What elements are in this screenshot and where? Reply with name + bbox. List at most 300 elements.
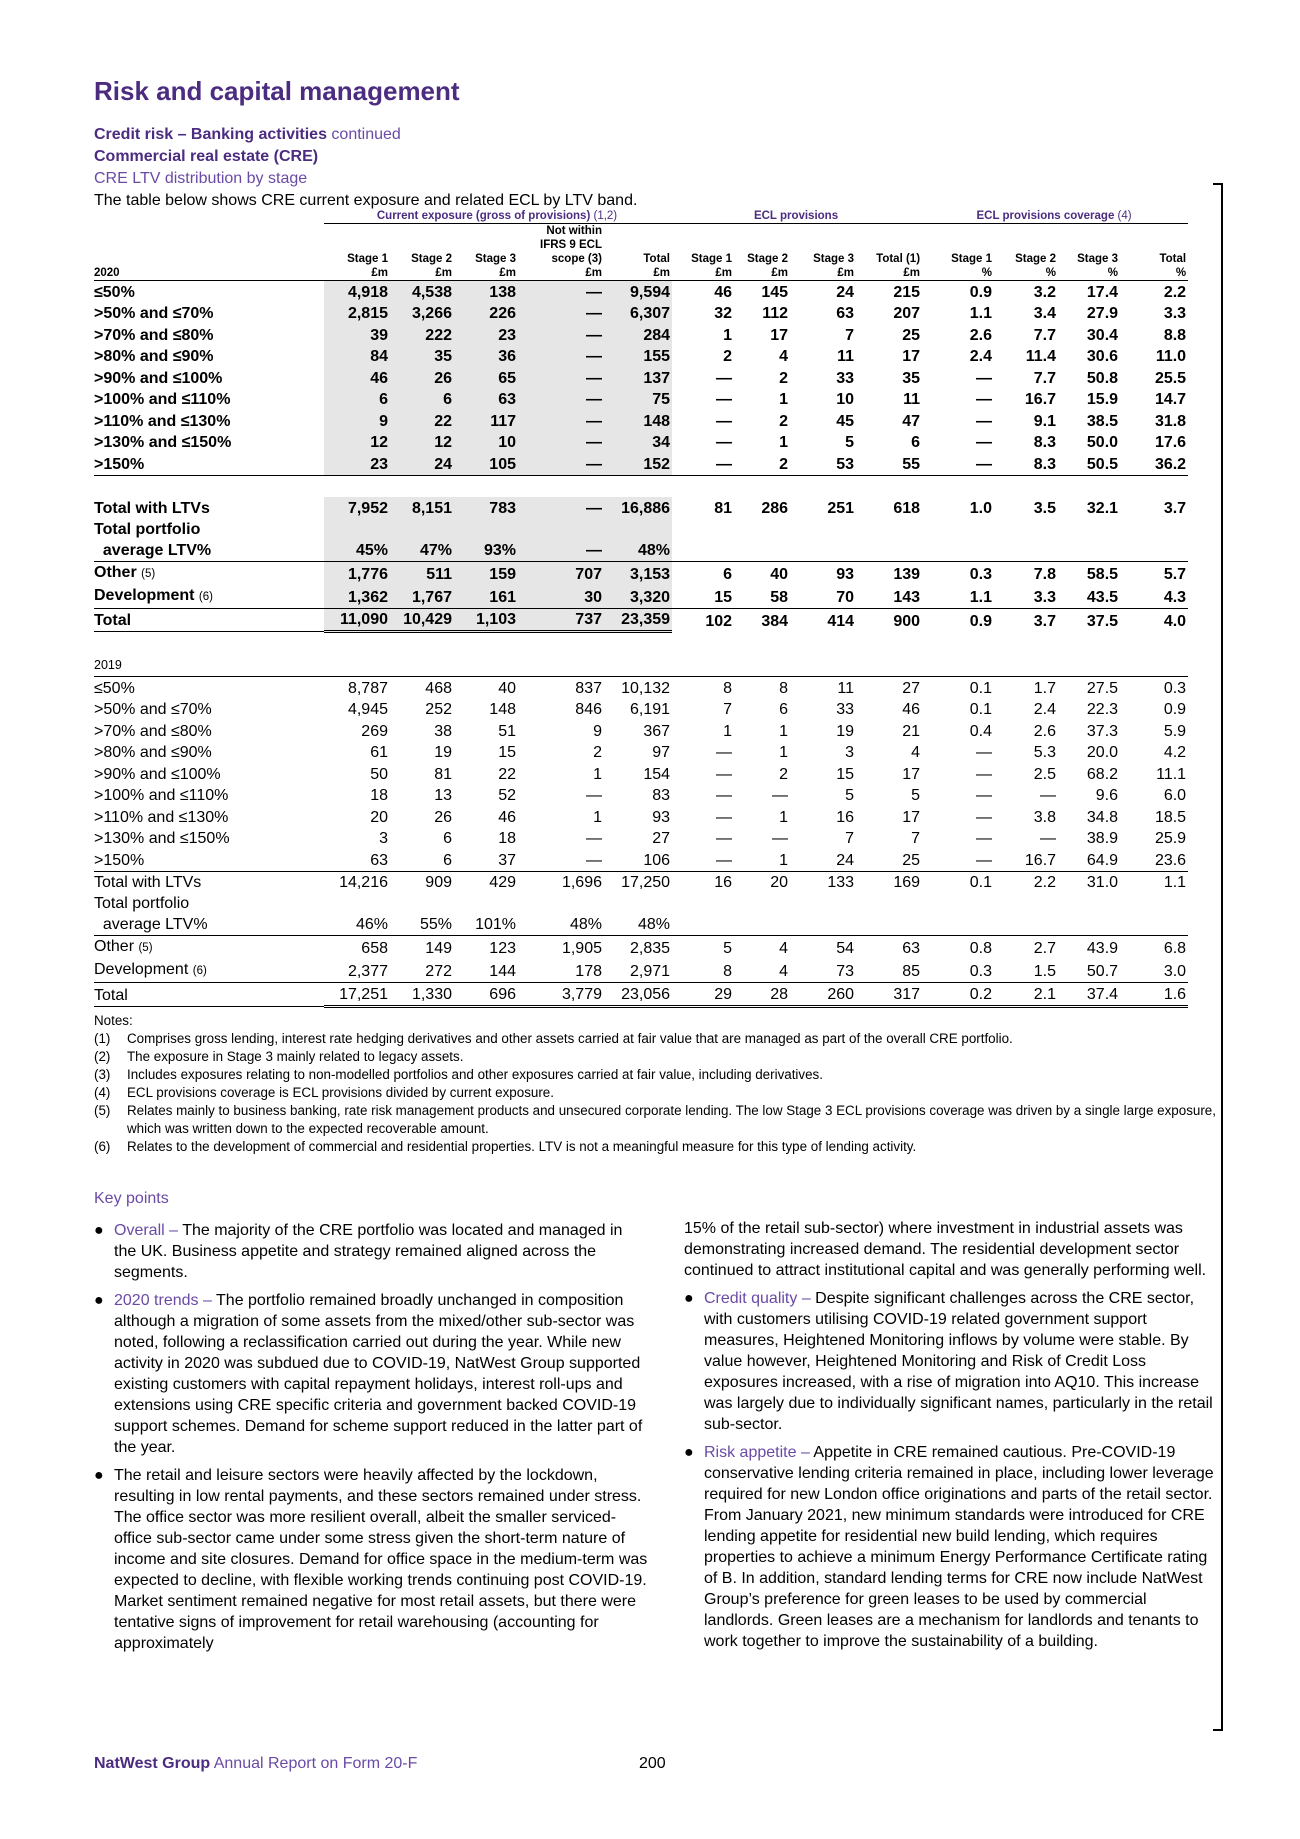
cell-col4: 1,905 [561,940,602,957]
cell-col2: 222 [390,324,454,346]
cell-col1: 17,251 [324,983,390,1007]
cell-col4: — [518,367,604,389]
cell-col3: 123 [489,940,516,957]
year-2019-label: 2019 [94,655,324,677]
cell-col11 [994,519,1058,562]
cell-col1: 2,377 [324,959,390,983]
total-with-ltvs-2020 [94,497,1188,519]
cell-col10: — [976,391,993,408]
note-item [94,1102,1234,1138]
notes [94,1012,1234,1156]
cell-col1: 658 [361,940,388,957]
cell-col1: 1,776 [324,561,390,585]
cell-col8 [790,519,856,562]
cell-col11: 2.7 [1033,940,1057,957]
cell-col2: 19 [434,744,452,761]
cell-col11: 3.8 [1033,808,1057,826]
note-number: (6) [94,1139,111,1154]
cell-col12: 27.5 [1086,679,1119,697]
development-row-2019 [94,959,1188,983]
cell-col8: 251 [827,499,855,517]
row-label: >50% and ≤70% [94,305,214,322]
cell-col7: 8 [779,679,789,697]
cell-col3: 226 [454,303,518,325]
cell-col1: 3 [379,830,388,847]
cell-col3: 63 [454,389,518,411]
note-number: (4) [94,1085,111,1100]
cell-col9: 17 [902,765,921,783]
cell-col10: 0.3 [922,959,994,983]
cell-col4: 837 [575,679,602,697]
cell-col1: 39 [324,324,390,346]
total-row-2019 [94,983,1188,1007]
cell-col9: 17 [902,348,921,365]
cell-col4: 707 [518,561,604,585]
cell-col2: 13 [434,787,452,804]
cell-col8: 16 [836,808,855,826]
cell-col11: 2.4 [1033,701,1057,718]
ltv-row-2020 [94,410,1188,432]
cell-col5: 2,835 [629,940,671,957]
note-text: Relates to the development of commercial and residential properties. LTV is not a meaningful measure for this type of lending activity. [127,1139,917,1154]
cell-col12: 17.4 [1086,283,1119,301]
row-label: >90% and ≤100% [94,369,223,387]
cell-col1: 7,952 [324,497,390,519]
ltv-row-2020 [94,303,1188,325]
row-spacer [94,632,1188,655]
cell-col9: 63 [902,940,921,957]
cell-col2: 26 [390,367,454,389]
cell-col10: — [922,849,994,871]
row-label: >100% and ≤110% [94,391,231,408]
note-item [94,1138,1234,1156]
col-stage1-ecl: Stage 1 £m [691,253,733,279]
cell-col8: 133 [827,874,855,891]
cell-col12: 50.5 [1058,453,1120,475]
cell-col4: — [518,410,604,432]
cell-col2: 511 [390,561,454,585]
cell-col11: 2.5 [1033,765,1057,783]
cell-col8: 11 [837,679,855,697]
cell-col4: — [518,389,604,411]
cell-col1: 269 [361,722,388,740]
cell-col9: 618 [893,499,921,517]
cell-col2: 252 [425,701,452,718]
cell-col7: 286 [761,499,789,517]
cell-col3: 138 [454,281,518,303]
cell-col6 [672,519,734,562]
cell-col8: 73 [790,959,856,983]
cell-col11: 3.2 [1033,283,1057,301]
cell-col5: 75 [604,389,672,411]
cell-col7: 17 [770,326,789,344]
row-label: >70% and ≤80% [94,722,212,740]
cell-col12: 50.8 [1086,369,1119,387]
cell-col9: 207 [893,305,921,322]
cell-col6: — [716,765,733,783]
cell-col10: 1.1 [922,585,994,609]
cell-col4: — [518,497,604,519]
cell-col12: 38.9 [1086,830,1119,847]
cell-col11: — [1040,787,1057,804]
cell-col10: 2.4 [969,348,993,365]
cell-col1: 63 [324,849,390,871]
cell-col10: — [976,412,993,430]
cell-col1: 23 [324,453,390,475]
cell-col9 [856,893,922,936]
cell-col2: 6 [443,830,452,847]
row-label: Total portfolio average LTV% [94,893,324,936]
row-label: Total [94,608,324,632]
cell-col6: 8 [672,959,734,983]
cell-col13: 1.1 [1163,874,1187,891]
cell-col1: 46 [324,367,390,389]
year-2020-header: 2020 [94,267,120,279]
cell-col13: 17.6 [1154,434,1187,451]
cell-col3: 696 [454,983,518,1007]
row-label: >90% and ≤100% [94,765,221,783]
cell-col6: — [716,744,733,761]
cell-col13: 3.7 [1163,499,1187,517]
cell-col2: 12 [390,432,454,454]
col-stage3-coverage: Stage 3 % [1077,253,1119,279]
cell-col4: — [586,830,602,847]
cell-col6: — [716,412,733,430]
row-label: >80% and ≤90% [94,348,214,365]
cell-col12: 9.6 [1095,787,1119,804]
cell-col10: 0.9 [969,283,993,301]
cell-col11: 3.7 [1033,612,1057,630]
col-stage1-exposure: Stage 1 £m [347,253,388,279]
subsection-heading: Commercial real estate (CRE) [94,148,319,165]
cell-col4: 2 [593,744,602,761]
cell-col7: 20 [770,874,789,891]
note-number: (3) [94,1067,111,1082]
cell-col12 [1058,893,1120,936]
cell-col7: — [772,830,789,847]
cell-col2: 55% [390,893,454,936]
cell-col4: — [518,849,604,871]
cell-col10: — [976,808,993,826]
cell-col13: 4.0 [1163,612,1187,630]
note-item [94,1030,1234,1048]
cell-col6: 102 [705,612,733,630]
cell-col11: 3.3 [994,585,1058,609]
cell-col4: 737 [518,608,604,632]
cell-col4: 48% [518,893,604,936]
cell-col13: 14.7 [1154,391,1187,408]
cell-col9: 215 [893,283,921,301]
group-ecl-provisions: ECL provisions [672,207,922,224]
average-ltv-2020 [94,519,1188,562]
cell-col2: 1,767 [390,585,454,609]
cell-col5: 155 [604,346,672,368]
cell-col12: 50.0 [1086,434,1119,451]
cell-col13: 6.8 [1163,940,1187,957]
note-text: ECL provisions coverage is ECL provisions divided by current exposure. [127,1085,554,1100]
cell-col6: 2 [723,348,733,365]
cell-col4: — [518,432,604,454]
note-text: The exposure in Stage 3 mainly related to legacy assets. [127,1049,464,1064]
cell-col9: 11 [903,391,921,408]
cell-col10 [922,519,994,562]
cell-col11: 8.3 [994,453,1058,475]
section-heading-bold: Credit risk – Banking activities [94,126,327,143]
section-heading [94,124,401,145]
cell-col7: 2 [779,412,789,430]
cell-col1: 12 [324,432,390,454]
cell-col11: 7.7 [1033,326,1057,344]
cell-col9: 55 [856,453,922,475]
cell-col3: 159 [454,561,518,585]
cell-col9: 25 [856,849,922,871]
cell-col4: 9 [593,722,602,740]
cell-col10: 1.0 [969,499,993,517]
cell-col1: 4,918 [324,281,390,303]
cell-col7: 145 [761,283,789,301]
cell-col5: 3,320 [604,585,672,609]
footer-brand: NatWest Group [94,1755,211,1772]
cell-col13: 36.2 [1120,453,1188,475]
cell-col9: 46 [902,701,921,718]
cell-col10: — [976,434,993,451]
row-spacer [94,475,1188,497]
row-label: Other (5) [94,938,153,955]
cell-col2: 6 [390,389,454,411]
cell-col6: 7 [723,701,733,718]
cell-col3: 18 [498,830,516,847]
row-label: >70% and ≤80% [94,326,214,344]
row-label: >110% and ≤130% [94,808,229,826]
cell-col12: 58.5 [1086,565,1119,583]
cell-col2: 10,429 [390,608,454,632]
key-points-column-right [684,1218,1214,1659]
cell-col2: 468 [425,679,452,697]
cell-col1: 6 [324,389,390,411]
row-label: >100% and ≤110% [94,787,229,804]
cell-col8: 93 [836,565,855,583]
cell-col7: 40 [770,565,789,583]
cell-col3: 23 [454,324,518,346]
cell-col8: 63 [836,305,855,322]
cell-col5: 23,056 [604,983,672,1007]
cell-col9: 4 [911,744,921,761]
cell-col10: — [922,453,994,475]
cell-col11: — [1040,830,1057,847]
cell-col10: 0.4 [969,722,993,740]
cell-col11: 16.7 [1024,391,1057,408]
cell-col5: 3,153 [604,561,672,585]
ltv-row-2020 [94,367,1188,389]
cell-col12: 31.0 [1086,874,1119,891]
cell-col7: 28 [734,983,790,1007]
cell-col5: 284 [604,324,672,346]
cell-col6: — [716,434,733,451]
cell-col13: 25.9 [1154,830,1187,847]
footer-report-name: Annual Report on Form 20-F [210,1755,418,1772]
cell-col3: 105 [454,453,518,475]
row-label: Development (6) [94,585,324,609]
cell-col8: 24 [790,849,856,871]
ltv-row-2019 [94,699,1188,721]
cell-col4: 3,779 [518,983,604,1007]
cell-col12: 43.5 [1058,585,1120,609]
ltv-row-2020 [94,389,1188,411]
cell-col8 [790,893,856,936]
cell-col9: 5 [911,787,921,804]
cell-col8: 15 [836,765,855,783]
cell-col4: 846 [575,701,602,718]
cell-col13: 6.0 [1163,787,1187,804]
cell-col5: 83 [652,787,671,804]
cell-col4: — [518,303,604,325]
cell-col3: 40 [498,679,516,697]
cell-col12: 37.5 [1086,612,1119,630]
cell-col9: 317 [856,983,922,1007]
ltv-row-2019 [94,806,1188,828]
cell-col2: 149 [425,940,452,957]
cell-col7: 58 [734,585,790,609]
cell-col3: 52 [498,787,516,804]
cell-col2: 24 [390,453,454,475]
cell-col2: 26 [434,808,452,826]
cell-col9: 900 [893,612,921,630]
cell-col3: 65 [454,367,518,389]
cell-col8: 53 [790,453,856,475]
cell-col1: 46% [324,893,390,936]
row-label: Other (5) [94,563,156,581]
cell-col5: 6,191 [629,701,671,718]
cell-col1: 45% [324,519,390,562]
cell-col8: 5 [845,787,855,804]
row-label: Development (6) [94,959,324,983]
cell-col4: — [518,519,604,562]
cell-col13: 0.3 [1163,679,1187,697]
other-row-2019 [94,936,1188,960]
cell-col7: 2 [779,369,789,387]
cell-col6: 8 [723,679,733,697]
cell-col7: 2 [779,765,789,783]
cell-col11 [994,893,1058,936]
note-item [94,1048,1234,1066]
cell-col3: 22 [498,765,516,783]
row-label: >80% and ≤90% [94,744,212,761]
row-label: >130% and ≤150% [94,434,232,451]
row-label: ≤50% [94,679,135,697]
cell-col2: 35 [390,346,454,368]
cell-col12: 68.2 [1086,765,1119,783]
cell-col11: 3.5 [1033,499,1057,517]
cell-col8: 5 [845,434,855,451]
cell-col10: — [976,787,993,804]
bullet-risk-appetite: ● Risk appetite – Appetite in CRE remained cautious. Pre-COVID-19 conservative lending criteria remained in place, including lower leverage required for new London office originations and parts of the retail sector. From January 2021, new minimum standards were introduced for CRE lending appetite for residential new build lending, which requires properties to achieve a minimum Energy Performance Certificate rating of B. In addition, standard lending terms for CRE now include NatWest Group’s preference for green leases to be used by commercial landlords. Green leases are a mechanism for landlords and tenants to work together to improve the sustainability of a building. [684,1444,1214,1650]
col-stage2-ecl: Stage 2 £m [747,253,789,279]
cell-col13: 5.9 [1163,722,1187,740]
cell-col12: 64.9 [1058,849,1120,871]
cell-col4: — [586,787,602,804]
group-ecl-coverage: ECL provisions coverage (4) [922,207,1188,224]
cell-col3: 10 [454,432,518,454]
cell-col1: 9 [324,410,390,432]
cell-col10 [922,893,994,936]
col-not-within-scope: Not within IFRS 9 ECL scope (3) £m [540,225,602,279]
cell-col10: 0.1 [969,679,993,697]
cell-col13: 18.5 [1154,808,1187,826]
page-margin-bracket [1213,183,1223,1731]
cell-col13: 3.3 [1163,305,1187,322]
cell-col8: 24 [836,283,855,301]
cell-col9: 21 [902,722,921,740]
row-label: >150% [94,453,324,475]
cell-col7: 1 [779,744,789,761]
ltv-row-2020 [94,281,1188,303]
bullet-credit-quality: ● Credit quality – Despite significant challenges across the CRE sector, with customers utilising COVID-19 related government support measures, Heightened Monitoring inflows by volume were stable. By value however, Heightened Monitoring and Risk of Credit Loss exposures increased, with a rise of migration into AQ10. This increase was largely due to individually significant names, particularly in the retail sub-sector. [684,1290,1213,1433]
cell-col3: 93% [454,519,518,562]
cell-col5: 367 [643,722,671,740]
cell-col2: 4,538 [390,281,454,303]
cell-col9: 6 [911,434,921,451]
cell-col10: — [976,765,993,783]
cell-col13: 1.6 [1120,983,1188,1007]
cell-col10: 0.3 [969,565,993,583]
cre-ltv-table [94,207,1188,1008]
cell-col1: 50 [370,765,388,783]
footer [94,1755,417,1773]
cell-col8: 70 [790,585,856,609]
cell-col10: 2.6 [969,326,993,344]
ltv-row-2019 [94,742,1188,764]
cell-col5: 106 [604,849,672,871]
note-item [94,1066,1234,1084]
cell-col9: 25 [902,326,921,344]
row-label: Total portfolio average LTV% [94,519,324,562]
section-heading-continued: continued [326,126,401,143]
cell-col6: — [672,453,734,475]
cell-col3: 51 [498,722,516,740]
cell-col10: 0.9 [969,612,993,630]
cell-col13: 31.8 [1154,412,1187,430]
cell-col13: 25.5 [1154,369,1187,387]
cell-col4: 178 [518,959,604,983]
col-total-coverage: Total % [1159,253,1187,279]
cell-col13: 0.9 [1163,701,1187,718]
note-number: (5) [94,1103,111,1118]
cell-col5: 97 [652,744,671,761]
cell-col10: 0.1 [969,701,993,718]
col-stage3-ecl: Stage 3 £m [813,253,855,279]
cell-col11: 7.7 [1033,369,1057,387]
cell-col10: 0.2 [922,983,994,1007]
cell-col7: 2 [734,453,790,475]
other-row-2020 [94,561,1188,585]
cell-col6: 32 [714,305,733,322]
cell-col4: 1 [593,765,602,783]
cell-col6: 29 [672,983,734,1007]
cell-col11: 5.3 [1033,744,1057,761]
cell-col12: 50.7 [1058,959,1120,983]
ltv-row-2019 [94,763,1188,785]
cell-col4: — [518,453,604,475]
cell-col7: 4 [779,348,789,365]
cell-col6: 81 [714,499,733,517]
cell-col3: 161 [454,585,518,609]
cell-col5: 9,594 [604,281,672,303]
cell-col11: 11.4 [1025,348,1057,365]
cell-col1: 61 [370,744,388,761]
note-text: Comprises gross lending, interest rate hedging derivatives and other assets carried at fair value that are managed as part of the overall CRE portfolio. [127,1031,1013,1046]
cell-col4: — [518,324,604,346]
bullet-retail-leisure: ● The retail and leisure sectors were heavily affected by the lockdown, resulting in low rental payments, and these sectors remained under stress. The office sector was more resilient overall, albeit the smaller serviced-office sub-sector came under some stress given the short-term nature of income and site closures. Demand for office space in the medium-term was expected to decline, with flexible working trends continuing post COVID-19. Market sentiment remained negative for most retail assets, but there were tentative signs of improvement for retail warehousing (accounting for approximately [94,1467,648,1652]
